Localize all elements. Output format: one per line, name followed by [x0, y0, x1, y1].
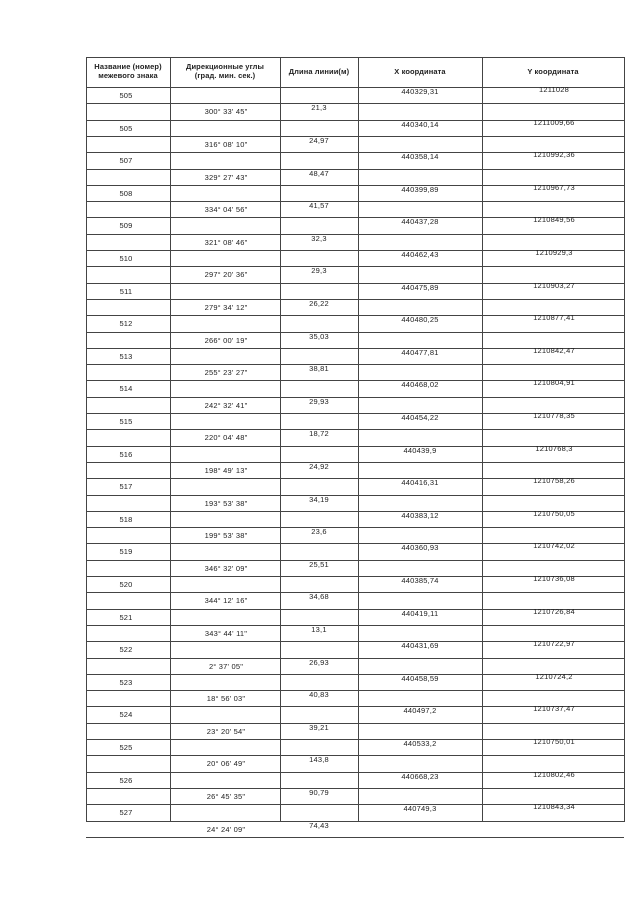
point-y: 1210722,97: [533, 639, 575, 649]
row-rule: [86, 103, 624, 104]
segment-angle: 344° 12' 16": [204, 596, 248, 606]
segment-angle: 300° 33' 45": [204, 107, 248, 117]
segment-angle: 343° 44' 11": [204, 628, 248, 638]
segment-length: 90,79: [309, 787, 329, 797]
row-rule: [86, 495, 624, 496]
point-y: 1210750,01: [533, 737, 575, 746]
point-x: 440439,9: [403, 445, 437, 455]
point-x: 440431,69: [401, 641, 439, 651]
segment-angle: 18° 56' 03": [206, 694, 246, 704]
segment-length: 23,6: [311, 527, 327, 537]
point-y: 1210736,08: [533, 574, 575, 583]
segment-length: 35,03: [309, 331, 329, 341]
point-y: 1210768,3: [535, 443, 573, 453]
point-name: 526: [119, 775, 133, 785]
point-y: 1210877,41: [533, 313, 575, 323]
segment-length: 29,93: [309, 396, 329, 406]
point-name: 522: [119, 645, 133, 655]
row-rule: [86, 560, 624, 561]
point-x: 440533,2: [403, 739, 437, 748]
point-y: 1211028: [538, 85, 570, 94]
point-x: 440385,74: [401, 576, 439, 585]
row-rule: [86, 527, 624, 528]
point-x: 440468,02: [401, 380, 439, 390]
segment-angle: 26° 45' 35": [206, 791, 246, 801]
header-length: Длина линии(м): [288, 66, 350, 76]
point-x: 440668,23: [401, 771, 439, 781]
row-rule: [86, 462, 624, 463]
point-x: 440480,25: [401, 315, 439, 325]
point-x: 440419,11: [401, 608, 439, 618]
point-y: 1210750,05: [533, 508, 575, 518]
point-y: 1210842,47: [533, 345, 575, 355]
point-y: 1210737,47: [533, 704, 575, 714]
segment-angle: 24° 24' 09": [206, 824, 246, 834]
row-rule: [86, 788, 624, 789]
row-rule: [86, 364, 624, 365]
point-x: 440416,31: [401, 478, 439, 488]
row-rule: [86, 821, 624, 822]
point-x: 440462,43: [401, 250, 439, 259]
segment-angle: 346° 32' 09": [204, 563, 248, 573]
segment-angle: 193° 53' 38": [204, 498, 248, 508]
point-name: 513: [119, 351, 133, 361]
row-rule: [86, 299, 624, 300]
segment-angle: 321° 08' 46": [204, 237, 248, 247]
point-y: 1211009,66: [533, 117, 575, 127]
row-rule: [86, 755, 624, 756]
row-rule: [86, 266, 624, 267]
segment-length: 38,81: [309, 364, 329, 374]
point-name: 512: [119, 319, 133, 329]
point-name: 518: [119, 514, 133, 524]
point-y: 1210726,84: [533, 606, 575, 616]
point-x: 440458,59: [401, 673, 439, 683]
segment-length: 34,68: [309, 592, 329, 602]
point-x: 440360,93: [401, 543, 439, 553]
point-x: 440475,89: [401, 282, 439, 292]
segment-length: 18,72: [309, 429, 329, 439]
point-x: 440358,14: [401, 152, 439, 162]
segment-angle: 242° 32' 41": [204, 400, 248, 410]
segment-length: 26,93: [309, 657, 329, 667]
segment-length: 34,19: [309, 494, 329, 504]
header-name: Название (номер) межевого знака: [94, 62, 162, 80]
segment-angle: 329° 27' 43": [204, 172, 248, 182]
segment-length: 13,1: [311, 624, 327, 634]
coordinates-table: [86, 57, 624, 834]
point-y: 1210849,56: [533, 215, 575, 225]
point-name: 517: [119, 482, 133, 492]
segment-length: 48,47: [309, 168, 329, 178]
point-y: 1210758,26: [533, 476, 575, 486]
row-rule: [86, 723, 624, 724]
point-x: 440329,31: [401, 87, 439, 96]
point-y: 1210967,73: [533, 182, 575, 192]
point-y: 1210724,2: [535, 671, 573, 681]
point-y: 1210929,3: [535, 248, 573, 257]
point-y: 1210802,46: [533, 769, 575, 779]
segment-length: 24,97: [309, 135, 329, 145]
point-y: 1210992,36: [533, 150, 575, 160]
segment-angle: 279° 34' 12": [204, 302, 248, 312]
segment-angle: 2° 37' 05": [208, 661, 244, 671]
point-name: 514: [119, 384, 133, 394]
point-x: 440437,28: [401, 217, 439, 227]
segment-angle: 297° 20' 36": [204, 270, 248, 280]
segment-angle: 334° 04' 56": [204, 205, 248, 215]
point-name: 519: [119, 547, 133, 557]
point-name: 521: [119, 612, 133, 622]
segment-angle: 20° 06' 49": [206, 759, 246, 769]
point-name: 511: [119, 286, 133, 296]
row-rule: [86, 332, 624, 333]
segment-length: 25,51: [309, 559, 329, 569]
segment-length: 40,83: [309, 690, 329, 700]
point-x: 440399,89: [401, 184, 439, 194]
point-x: 440477,81: [401, 347, 439, 357]
segment-length: 32,3: [311, 233, 327, 243]
point-name: 524: [119, 710, 133, 720]
row-rule: [86, 429, 624, 430]
point-name: 505: [119, 123, 133, 133]
point-name: 515: [119, 417, 133, 426]
point-name: 508: [119, 188, 133, 198]
row-rule: [86, 658, 624, 659]
table-top-rule: [86, 57, 624, 58]
row-rule: [86, 136, 624, 137]
point-y: 1210843,34: [533, 802, 575, 812]
segment-length: 143,8: [309, 755, 329, 765]
point-name: 520: [119, 580, 133, 589]
segment-angle: 266° 00' 19": [204, 335, 248, 345]
row-rule: [86, 690, 624, 691]
segment-length: 21,3: [311, 103, 327, 113]
row-rule: [86, 837, 624, 838]
segment-length: 29,3: [311, 266, 327, 276]
point-x: 440749,3: [403, 804, 437, 814]
point-x: 440497,2: [403, 706, 437, 716]
point-y: 1210742,02: [533, 541, 575, 551]
point-name: 516: [119, 449, 133, 459]
segment-length: 24,92: [309, 461, 329, 471]
point-y: 1210778,35: [533, 411, 575, 420]
row-rule: [86, 625, 624, 626]
segment-length: 39,21: [309, 722, 329, 732]
segment-angle: 316° 08' 10": [204, 139, 248, 149]
segment-angle: 198° 49' 13": [204, 465, 248, 475]
header-x: X координата: [394, 66, 446, 76]
point-name: 505: [119, 91, 133, 100]
point-name: 507: [119, 156, 133, 166]
row-rule: [86, 234, 624, 235]
segment-length: 26,22: [309, 298, 329, 308]
point-name: 525: [119, 743, 133, 752]
point-x: 440340,14: [401, 119, 439, 129]
segment-length: 74,43: [309, 820, 329, 830]
row-rule: [86, 397, 624, 398]
row-rule: [86, 201, 624, 202]
point-x: 440454,22: [401, 413, 439, 422]
point-name: 523: [119, 677, 133, 687]
segment-angle: 220° 04' 48": [204, 433, 248, 443]
column-rule: [624, 57, 625, 822]
segment-angle: 23° 20' 54": [206, 726, 246, 736]
point-name: 527: [119, 808, 133, 818]
header-y: Y координата: [527, 66, 579, 76]
segment-length: 41,57: [309, 201, 329, 211]
segment-angle: 255° 23' 27": [204, 368, 248, 378]
header-angle: Дирекционные углы (град. мин. сек.): [186, 62, 264, 80]
point-x: 440383,12: [401, 510, 439, 520]
row-rule: [86, 592, 624, 593]
point-name: 509: [119, 221, 133, 231]
point-y: 1210804,91: [533, 378, 575, 388]
segment-angle: 199° 53' 38": [204, 531, 248, 541]
row-rule: [86, 169, 624, 170]
point-y: 1210903,27: [533, 280, 575, 290]
point-name: 510: [119, 254, 133, 263]
